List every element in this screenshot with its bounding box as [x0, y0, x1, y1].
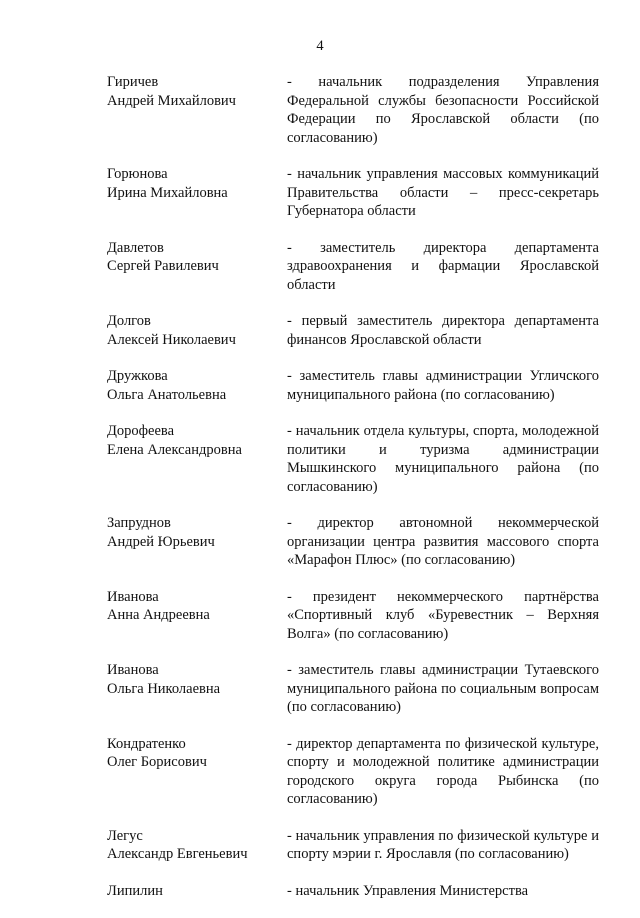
member-surname: Легус [107, 827, 143, 844]
member-position: - первый заместитель директора департамента финансов Ярославской области [287, 313, 599, 348]
member-surname: Горюнова [107, 166, 168, 182]
member-surname: Кондратенко [107, 735, 186, 752]
member-name [107, 661, 287, 717]
member-entry [107, 827, 599, 864]
member-given-names: Сергей Равилевич [107, 258, 219, 274]
member-name [107, 588, 287, 644]
member-surname: Долгов [107, 313, 151, 329]
member-given-names: Ольга Николаевна [107, 680, 221, 697]
member-entry [107, 588, 599, 644]
member-surname: Давлетов [107, 239, 164, 256]
member-surname: Иванова [107, 662, 159, 678]
member-entry [107, 661, 599, 717]
member-entry [107, 735, 599, 809]
member-given-names: Олег Борисович [107, 754, 207, 770]
member-entry [107, 882, 599, 901]
member-position: - директор департамента по физической культуре, спорту и молодежной политике администрации городского округа города Рыбинска (по согласованию) [287, 735, 599, 807]
member-entry [107, 422, 599, 496]
member-name [107, 367, 287, 404]
member-name [107, 882, 287, 901]
member-surname: Липилин [107, 882, 163, 899]
member-position: - заместитель главы администрации Тутаевского муниципального района по социальным вопросам (по согласованию) [287, 662, 599, 715]
member-position: - директор автономной некоммерческой организации центра развития массового спорта «Марафон Плюс» (по согласованию) [287, 515, 599, 568]
member-entry [107, 312, 599, 349]
member-entry [107, 239, 599, 295]
member-entry [107, 165, 599, 221]
member-given-names: Андрей Михайлович [107, 92, 236, 109]
member-surname: Гиричев [107, 74, 159, 90]
member-position: - заместитель главы администрации Угличского муниципального района (по согласованию) [287, 368, 599, 403]
member-name [107, 165, 287, 221]
page-number: 4 [316, 38, 324, 54]
member-entry [107, 73, 599, 147]
member-given-names: Анна Андреевна [107, 607, 210, 623]
member-given-names: Ольга Анатольевна [107, 386, 227, 403]
member-given-names: Елена Александровна [107, 441, 242, 458]
member-position: - начальник Управления Министерства [287, 882, 529, 899]
member-position: - начальник подразделения Управления Федеральной службы безопасности Российской Федерации по Ярославской области (по согласованию) [287, 74, 599, 146]
member-position: - начальник отдела культуры, спорта, молодежной политики и туризма администрации Мышкинского муниципального района (по согласованию) [287, 423, 599, 495]
member-surname: Иванова [107, 588, 159, 605]
member-given-names: Андрей Юрьевич [107, 533, 215, 550]
member-position: - начальник управления массовых коммуникаций Правительства области – пресс-секретарь Губернатора области [287, 166, 599, 219]
member-name [107, 514, 287, 570]
member-surname: Запруднов [107, 515, 171, 531]
member-name [107, 239, 287, 295]
member-name [107, 735, 287, 809]
member-surname: Дружкова [107, 368, 168, 384]
member-entry [107, 367, 599, 404]
member-given-names: Алексей Николаевич [107, 331, 236, 348]
member-surname: Дорофеева [107, 423, 174, 439]
member-entry [107, 514, 599, 570]
member-name [107, 827, 287, 864]
member-name [107, 422, 287, 496]
member-given-names: Александр Евгеньевич [107, 846, 248, 862]
member-position: - президент некоммерческого партнёрства «Спортивный клуб «Буревестник – Верхняя Волга» (по согласованию) [287, 588, 599, 642]
member-name [107, 312, 287, 349]
member-list [107, 73, 599, 918]
member-position: - заместитель директора департамента здравоохранения и фармации Ярославской области [287, 239, 599, 293]
member-given-names: Ирина Михайловна [107, 184, 228, 201]
member-name [107, 73, 287, 147]
member-position: - начальник управления по физической культуре и спорту мэрии г. Ярославля (по согласованию) [287, 827, 599, 862]
